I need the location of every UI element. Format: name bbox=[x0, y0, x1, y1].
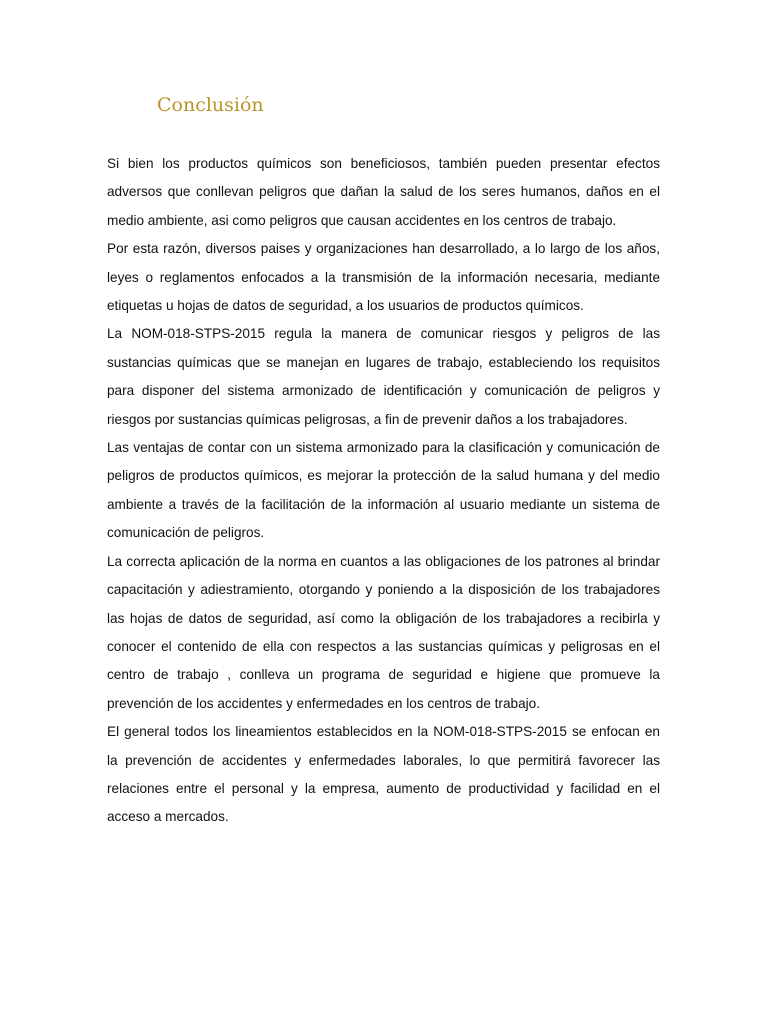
paragraph-3: La NOM-018-STPS-2015 regula la manera de comunicar riesgos y peligros de las sustancias químicas que se manejan en lugares de trabajo, estableciendo los requisitos para disponer del sistema armonizado de identificación y comunicación de peligros y riesgos por sustancias químicas peligrosas, a fin de prevenir daños a los trabajadores. bbox=[107, 326, 660, 427]
paragraph-6: El general todos los lineamientos establecidos en la NOM-018-STPS-2015 se enfocan en la prevención de accidentes y enfermedades laborales, lo que permitirá favorecer las relaciones entre el personal y la empresa, aumento de productividad y facilidad en el acceso a mercados. bbox=[107, 724, 660, 825]
document-body bbox=[107, 150, 660, 832]
paragraph-5: La correcta aplicación de la norma en cuantos a las obligaciones de los patrones al brindar capacitación y adiestramiento, otorgando y poniendo a la disposición de los trabajadores las hojas de datos de seguridad, así como la obligación de los trabajadores a recibirla y conocer el contenido de ella con respectos a las sustancias químicas y peligrosas en el centro de trabajo , conlleva un programa de seguridad e higiene que promueve la prevención de los accidentes y enfermedades en los centros de trabajo. bbox=[107, 553, 660, 711]
paragraph-4: Las ventajas de contar con un sistema armonizado para la clasificación y comunicación de peligros de productos químicos, es mejorar la protección de la salud humana y del medio ambiente a través de la facilitación de la información al usuario mediante un sistema de comunicación de peligros. bbox=[107, 440, 660, 541]
page-title: Conclusión bbox=[157, 94, 264, 116]
paragraph-2: Por esta razón, diversos paises y organizaciones han desarrollado, a lo largo de los años, leyes o reglamentos enfocados a la transmisión de la información necesaria, mediante etiquetas u hojas de datos de seguridad, a los usuarios de productos químicos. bbox=[107, 241, 660, 314]
paragraph-1: Si bien los productos químicos son beneficiosos, también pueden presentar efectos adversos que conllevan peligros que dañan la salud de los seres humanos, daños en el medio ambiente, asi como peligros que causan accidentes en los centros de trabajo. bbox=[107, 156, 660, 228]
